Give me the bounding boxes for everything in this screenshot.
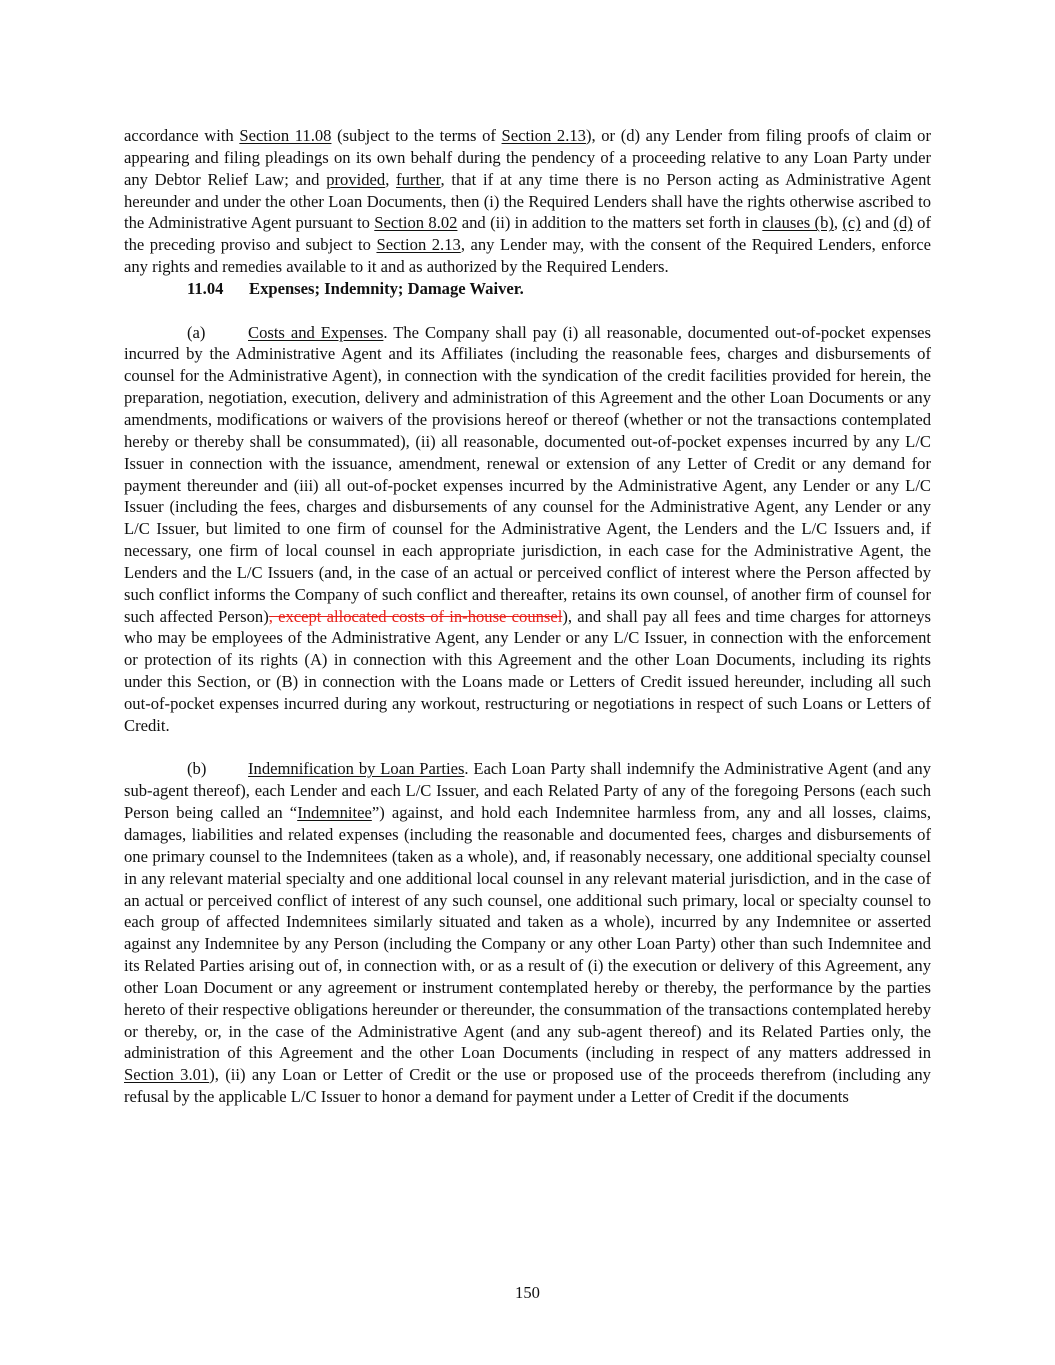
clause-label: (a) <box>187 322 206 342</box>
cross-reference: Section 3.01 <box>124 1065 210 1085</box>
paragraph-a <box>124 322 931 737</box>
text-run: ), and shall pay all fees and time charges for attorneys who may be employees of the Administrative Agent, any Lender or any L/C Issuer, in connection with the enforcement or protection of its rights (A) in connection with this Agreement and the other Loan Documents, including its rights under this Section, or (B) in connection with the Loans made or Letters of Credit issued hereunder, including all such out-of-pocket expenses incurred during any workout, restructuring or negotiations in respect of such Loans or Letters of Credit. <box>124 606 932 735</box>
cross-reference: Section 8.02 <box>374 213 458 233</box>
cross-reference: Section 2.13 <box>376 235 461 255</box>
cross-reference: Section 2.13 <box>501 126 586 145</box>
text-run: ), (ii) any Loan or Letter of Credit or the use or proposed use of the proceeds therefrom (including any refusal by the applicable L/C Issuer to honor a demand for payment under a Letter of Credit if the documents <box>124 1065 931 1107</box>
cross-reference: Section 11.08 <box>239 126 332 145</box>
page-number: 150 <box>515 1283 540 1302</box>
text-run: , that if at any time there is no Person acting as Administrative Agent hereunder and under the other Loan Documents, then (i) the Required Lenders shall have the rights otherwise ascribed to the Administrative Agent pursuant to <box>124 169 931 233</box>
clause-caption: Indemnification by Loan Parties <box>248 759 465 779</box>
text-run: and <box>860 213 894 233</box>
cross-reference: (d) <box>893 213 913 233</box>
section-heading <box>124 278 931 300</box>
text-run: , <box>385 169 397 189</box>
clause-caption: Costs and Expenses <box>248 322 384 342</box>
text-run: ), or (d) any Lender from filing proofs of claim or appearing and filing pleadings on its own behalf during the pendency of a proceeding relative to any Loan Party under any Debtor Relief Law; and <box>124 126 931 189</box>
cross-reference: clauses (b) <box>762 213 834 233</box>
document-page <box>124 125 931 1108</box>
defined-term: Indemnitee <box>297 803 372 823</box>
text-run: of the preceding proviso and subject to <box>124 213 931 255</box>
text-run: . The Company shall pay (i) all reasonable, documented out-of-pocket expenses incurred by the Administrative Agent and its Affiliates (including the reasonable fees, charges and disbursements of counsel for the Administrative Agent), in connection with the syndication of the credit facilities provided for herein, the preparation, negotiation, execution, delivery and administration of this Agreement and the other Loan Documents or any amendments, modifications or waivers of the provisions hereof or thereof (whether or not the transactions contemplated hereby or thereby shall be consummated), (ii) all reasonable, documented out-of-pocket expenses incurred by any L/C Issuer in connection with the issuance, amendment, renewal or extension of any Letter of Credit or any demand for payment thereunder and (iii) all out-of-pocket expenses incurred by the Administrative Agent, any Lender or any L/C Issuer (including the fees, charges and disbursements of any counsel for the Administrative Agent, any Lender or any L/C Issuer, but limited to one firm of counsel for the Administrative Agent, the Lenders and the L/C Issuers and, if necessary, one firm of local counsel in each appropriate jurisdiction, in each case for the Administrative Agent, the Lenders and the L/C Issuers (and, in the case of an actual or perceived conflict of interest where the Person affected by such conflict informs the Company of such conflict and thereafter, retains its own counsel, of another firm of counsel for such affected Person) <box>124 322 931 626</box>
text-run: accordance with <box>124 126 240 145</box>
section-number: 11.04 <box>187 278 224 298</box>
cross-reference: (c) <box>842 213 861 233</box>
text-run: ”) against, and hold each Indemnitee harmless from, any and all losses, claims, damages, liabilities and related expenses (including the reasonable and documented fees, charges and disbursements of one primary counsel to the Indemnitees (taken as a whole), and, if reasonably necessary, one additional specialty counsel in any relevant material specialty and one additional local counsel in any relevant material jurisdiction, and in the case of an actual or perceived conflict of interest of any such counsel, one additional such primary, local or specialty counsel to each group of affected Indemnitees similarly situated and taken as a whole), incurred by any Indemnitee or asserted against any Indemnitee by any Person (including the Company or any other Loan Party) other than such Indemnitee and its Related Parties arising out of, in connection with, or as a result of (i) the execution or delivery of this Agreement, any other Loan Document or any agreement or instrument contemplated hereby or thereby, the performance by the parties hereto of their respective obligations hereunder or thereunder, the consummation of the transactions contemplated hereby or thereby, or, in the case of the Administrative Agent (and any sub-agent thereof) and its Related Parties only, the administration of this Agreement and the other Loan Documents (including in respect of any matters addressed in <box>124 803 931 1063</box>
emphasis-further: further <box>396 169 441 189</box>
paragraph-b <box>124 758 931 1108</box>
text-run: , <box>833 213 843 233</box>
text-run: and (ii) in addition to the matters set forth in <box>457 213 763 233</box>
clause-label: (b) <box>187 759 207 779</box>
paragraph-continuation <box>124 125 931 278</box>
text-run: (subject to the terms of <box>331 126 502 145</box>
emphasis-provided: provided <box>326 169 386 189</box>
section-title: Expenses; Indemnity; Damage Waiver. <box>249 278 524 298</box>
text-run: , any Lender may, with the consent of the Required Lenders, enforce any rights and remedies available to it and as authorized by the Required Lenders. <box>124 235 931 277</box>
deleted-text: , except allocated costs of in-house counsel <box>268 606 563 626</box>
text-run: . Each Loan Party shall indemnify the Administrative Agent (and any sub-agent thereof), each Lender and each L/C Issuer, and each Related Party of any of the foregoing Persons (each such Person being called an “ <box>124 759 931 823</box>
